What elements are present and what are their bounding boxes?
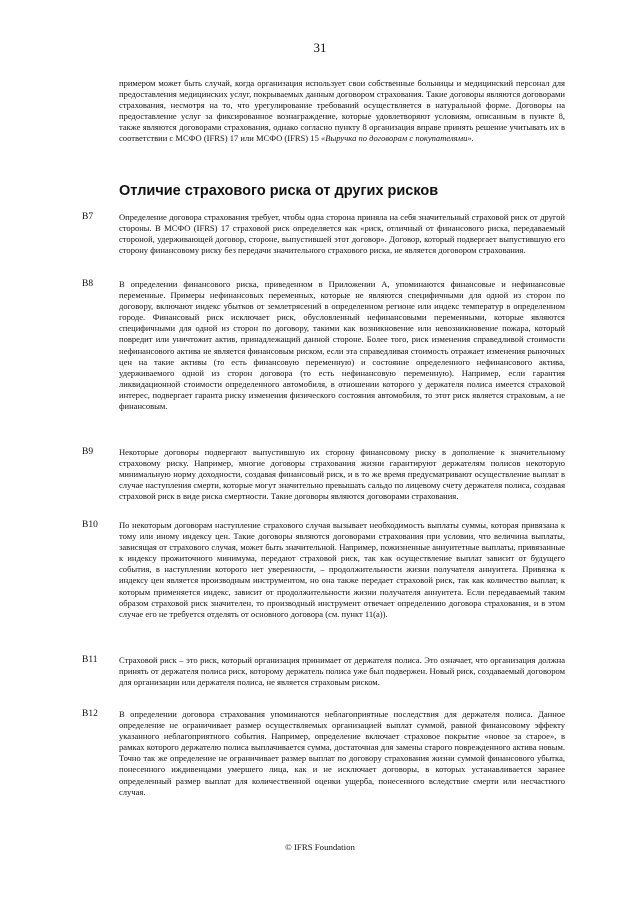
intro-text: примером может быть случай, когда организация использует свои собственные больницы и медицинский персонал для предоставления медицинских услуг, покрываемых данным договором страхования. Такие договоры являются договорами страхования, несмотря на то, что урегулирование требований осуществляется в натуральной форме. Договоры на предоставление услуг за фиксированное вознаграждение, которые удовлетворяют условиям, описанным в пункте 8, также являются договорами страхования, однако согласно пункту 8 организация вправе принять решение учитывать их в соответствии с МСФО (IFRS) 17 или МСФО (IFRS) 15 [119, 78, 565, 144]
paragraph-b9: Некоторые договоры подвергают выпустившую их сторону финансовому риску в дополнение к значительному страховому риску. Например, многие договоры страхования жизни гарантируют держателям полисов некоторую минимальную норму доходности, создавая финансовый риск, и в то же время предусматривают осуществление выплат в случае наступления смерти, которые могут значительно превышать сальдо по лицевому счету держателя полиса, создавая страховой риск в виде риска смертности. Такие договоры являются договорами страхования. [119, 447, 565, 502]
paragraph-number-b10: B10 [82, 520, 98, 530]
intro-italic-reference: «Выручка по договорам с покупателями». [320, 133, 474, 144]
paragraph-number-b8: B8 [82, 279, 94, 289]
paragraph-number-b12: B12 [82, 709, 98, 719]
paragraph-b11: Страховой риск – это риск, который организация принимает от держателя полиса. Это означает, что организация должна принять от держателя полиса риск, которому держатель полиса уже был подвержен. Новый риск, создаваемый договором для организации или держателя полиса, не является страховым риском. [119, 655, 565, 688]
section-heading: Отличие страхового риска от других рисков [119, 183, 439, 199]
paragraph-number-b9: B9 [82, 447, 94, 457]
paragraph-b8: В определении финансового риска, приведенном в Приложении А, упоминаются финансовые и нефинансовые переменные. Примеры нефинансовых переменных, которые не являются специфичными для одной из сторон по договору, включают индекс убытков от землетрясений в определенном регионе или индекс температур в определенном городе. Финансовый риск исключает риск, обусловленный нефинансовыми переменными, которые являются специфичными для одной из сторон по договору, такими как возникновение или невозникновение пожара, который повредит или уничтожит актив, принадлежащий данной стороне. Более того, риск изменения справедливой стоимости нефинансового актива не является финансовым риском, если эта справедливая стоимость отражает изменения рыночных цен на такие активы (то есть финансовую переменную) и состояние определенного нефинансового актива, удерживаемого одной из сторон договора (то есть нефинансовую переменную). Например, если гарантия ликвидационной стоимости определенного автомобиля, в отношении которого у держателя полиса имеется страховой интерес, подвергает гаранта риску изменения физического состояния автомобиля, то этот риск является страховым, а не финансовым. [119, 279, 565, 412]
paragraph-number-b7: B7 [82, 212, 94, 222]
paragraph-b12: В определении договора страхования упоминаются неблагоприятные последствия для держателя полиса. Данное определение не ограничивает размер осуществляемых организацией выплат суммой, равной финансовому эффекту указанного неблагоприятного события. Например, определение включает страховое покрытие «новое за старое», в рамках которого держателю полиса выплачивается сумма, достаточная для замены старого поврежденного актива новым. Точно так же определение не ограничивает размер выплат по договору страхования жизни суммой финансового убытка, понесенного иждивенцами умершего лица, как и не исключает договоры, в которых устанавливается заранее определенный размер выплат для количественной оценки ущерба, понесенного вследствие смерти или несчастного случая. [119, 709, 565, 797]
paragraph-b10: По некоторым договорам наступление страхового случая вызывает необходимость выплаты суммы, которая привязана к тому или иному индексу цен. Такие договоры являются договорами страхования при условии, что величина выплаты, зависящая от страхового случая, может быть значительной. Например, пожизненные аннуитетные выплаты, привязанные к индексу прожиточного минимума, передают страховой риск, так как осуществление выплат зависит от будущего события, в наступлении которого нет уверенности, – продолжительности жизни получателя аннуитета. Привязка к индексу цен является производным инструментом, но она также передает страховой риск, так как количество выплат, к которым применяется индекс, зависит от продолжительности жизни получателя аннуитета. Если передаваемый таким образом страховой риск значителен, то производный инструмент отвечает определению договора страхования, и в этом случае его не требуется отделять от основного договора (см. пункт 11(a)). [119, 520, 565, 619]
paragraph-b7: Определение договора страхования требует, чтобы одна сторона приняла на себя значительный страховой риск от другой стороны. В МСФО (IFRS) 17 страховой риск определяется как «риск, отличный от финансового риска, передаваемый стороной, удерживающей договор, стороне, выпустившей этот договор». Договор, который подвергает выпустившую его сторону финансовому риску без передачи значительного страхового риска, не является договором страхования. [119, 212, 565, 256]
page-footer: © IFRS Foundation [285, 842, 355, 852]
intro-paragraph [119, 78, 565, 145]
paragraph-number-b11: B11 [82, 655, 98, 665]
page-number: 31 [313, 40, 327, 55]
